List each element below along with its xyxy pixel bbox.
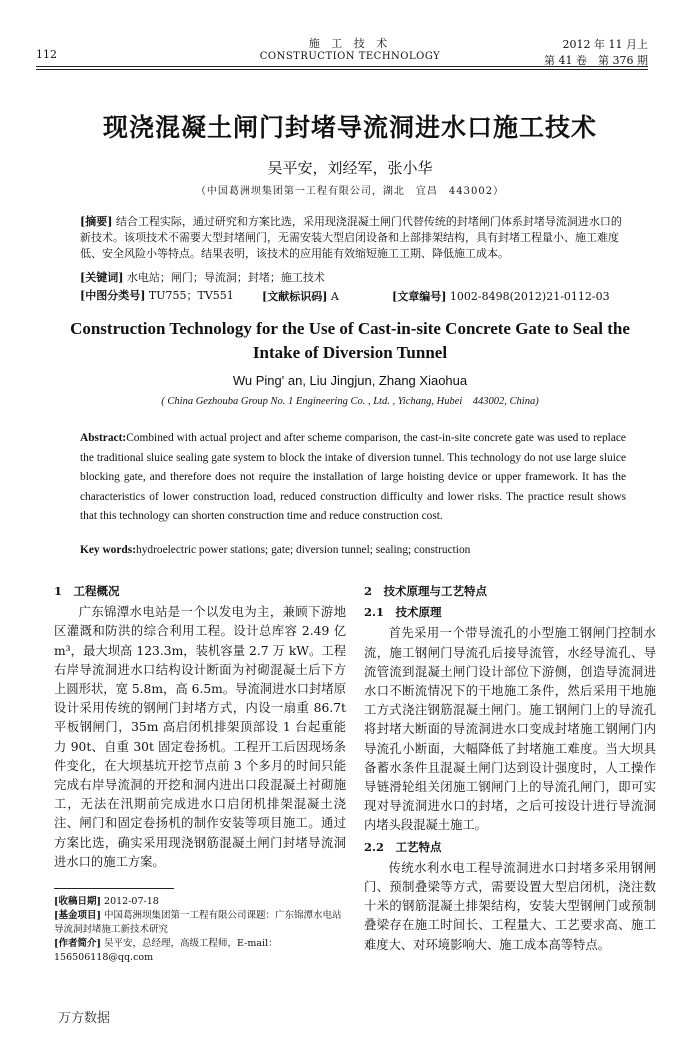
- section-2-2-paragraph: 传统水利水电工程导流洞进水口封堵多采用钢闸门、预制叠梁等方式，需要设置大型启闭机，浇注数十米的钢筋混凝土排架结构，安装大型钢闸门或预制叠梁存在施工时间长、工程量大、工艺要求高、施工难度大、对环境影响大、施工成本高等特点。: [364, 860, 656, 952]
- section-2-2-heading: 2.2 工艺特点: [364, 839, 442, 854]
- abstract-en-text: Combined with actual project and after scheme comparison, the cast-in-site concrete gate was used to replace the traditional sluice sealing gate system to block the intake of diversion tunnel. This technology do not use large sluice blocking gate, and therefore does not require the installation of large hoisting device or upper framework. It has the characteristics of lower construction load, reduced construction difficulty and lower risks. The practice result shows that this technology can shorten construction time and reduce construction cost.: [80, 432, 626, 523]
- journal-name-en: CONSTRUCTION TECHNOLOGY: [259, 51, 441, 62]
- affiliation-cn: （中国葛洲坝集团第一工程有限公司，湖北 宜昌 443002）: [195, 186, 505, 197]
- header-rule-thin: [36, 69, 648, 70]
- keywords-en-label: Key words:: [80, 544, 136, 556]
- fund-label: [基金项目]: [54, 910, 101, 921]
- abstract-en-label: Abstract:: [80, 432, 127, 444]
- doc-code: [262, 288, 339, 304]
- issue-volume: 第 41 卷 第 376 期: [544, 54, 648, 67]
- issue-date: 2012 年 11 月上: [562, 38, 648, 51]
- authors-cn: 吴平安，刘经军，张小华: [267, 159, 433, 177]
- received-value: 2012-07-18: [104, 896, 159, 907]
- abstract-cn-text: 结合工程实际，通过研究和方案比选，采用现浇混凝土闸门代替传统的封堵闸门体系封堵导流洞进水口的新技术。该项技术不需要大型封堵闸门，无需安装大型启闭设备和上部排架结构，具有封堵工程量小、施工难度低、安全风险小等特点。结果表明，该技术的应用能有效缩短施工工期、降低施工成本。: [80, 215, 622, 260]
- doc-code-value: A: [330, 290, 339, 303]
- abstract-cn-label: [摘要]: [80, 215, 113, 228]
- author-label: [作者简介]: [54, 938, 101, 949]
- article-number-value: 1002-8498(2012)21-0112-03: [449, 290, 610, 303]
- watermark: 万方数据: [58, 1011, 111, 1026]
- header-rule: [36, 66, 648, 67]
- keywords-cn: [80, 270, 628, 286]
- section-1-paragraph: 广东锦潭水电站是一个以发电为主，兼顾下游地区灌溉和防洪的综合利用工程。设计总库容 2.49 亿 m³，最大坝高 123.3m，装机容量 2.7 万 kW。工程右岸导流洞进水口结构设计断面为衬砌混凝土后下方上圆形状，宽 5.8m，高 6.5m。导流洞进水口封堵原设计采用传统的钢闸门封堵方式，内设一扇重 86.7t 平板钢闸门，35m 高启闭机排架顶部设 1 台起重能力 90t、自重 30t 固定卷扬机。工程开工后因现场条件变化，在大坝基坑开挖节点前 3 个多月的时间只能完成右岸导流洞的开挖和洞内进出口段混凝土衬砌施工，无法在汛期前完成进水口启闭机排架混凝土浇注、闸门和固定卷扬机的制作安装等项目施工。通过方案比选，确实采用现浇钢筋混凝土闸门封堵导流洞进水口的施工方案。: [54, 605, 346, 869]
- section-2-heading: 2 技术原理与工艺特点: [364, 584, 488, 598]
- journal-name-cn: 施 工 技 术: [308, 37, 392, 50]
- keywords-cn-label: [关键词]: [80, 271, 124, 284]
- doc-code-label: [文献标识码]: [262, 290, 328, 303]
- abstract-cn: [80, 214, 628, 262]
- section-2-1-paragraph: 首先采用一个带导流孔的小型施工钢闸门控制水流，施工钢闸门导流孔后接导流管，水经导流孔、导流管流到混凝土闸门设计部位下游侧，创造导流洞进水口不断流情况下的干地施工条件，然后采用干地施工方式浇注钢筋混凝土闸门。施工钢闸门上的导流孔将封堵大断面的导流洞进水口变成封堵施工钢闸门内导流孔小断面，大幅降低了封堵施工难度。当大坝具备蓄水条件且混凝土闸门达到设计强度时，人工操作导链滑轮组关闭施工钢闸门上的导流孔闸门，即可实现对导流洞进水口的封堵，之后可按设计进行导流洞内堵头段混凝土施工。: [364, 626, 656, 833]
- footnote-received: [54, 895, 346, 909]
- clc-number: [80, 288, 240, 304]
- affiliation-en: ( China Gezhouba Group No. 1 Engineering Co. , Ltd. , Yichang, Hubei 443002, China): [161, 396, 539, 407]
- body-right-column: [364, 580, 656, 955]
- fund-value: 中国葛洲坝集团第一工程有限公司课题：广东锦潭水电站导流洞封堵施工新技术研究: [54, 910, 342, 935]
- received-label: [收稿日期]: [54, 896, 101, 907]
- footnote-rule: [54, 888, 174, 889]
- paper-title-cn: 现浇混凝土闸门封堵导流洞进水口施工技术: [102, 113, 597, 142]
- section-1-heading: 1 工程概况: [54, 584, 120, 598]
- abstract-en: [80, 429, 626, 527]
- footnote-fund: [54, 909, 346, 937]
- keywords-en: [80, 544, 626, 556]
- article-number-label: [文章编号]: [392, 290, 447, 303]
- authors-en: Wu Ping' an, Liu Jingjun, Zhang Xiaohua: [232, 373, 468, 388]
- article-number: [392, 288, 610, 304]
- clc-value: TU755；TV551: [148, 289, 234, 302]
- page-number: 112: [36, 48, 57, 61]
- paper-title-en-text: Construction Technology for the Use of Cast-in-site Concrete Gate to Seal the Intake of Diversion Tunnel: [70, 319, 630, 362]
- keywords-cn-text: 水电站；闸门；导流洞；封堵；施工技术: [126, 271, 325, 284]
- footnote: [54, 895, 346, 965]
- clc-label: [中图分类号]: [80, 289, 146, 302]
- footnote-author: [54, 937, 346, 965]
- section-2-1-heading: 2.1 技术原理: [364, 605, 442, 620]
- keywords-en-text: hydroelectric power stations; gate; diversion tunnel; sealing; construction: [136, 544, 471, 556]
- body-left-column: [54, 580, 346, 872]
- author-value: 吴平安，总经理，高级工程师，E-mail：156506118@qq.com: [54, 938, 278, 963]
- paper-title-en: [0, 317, 700, 365]
